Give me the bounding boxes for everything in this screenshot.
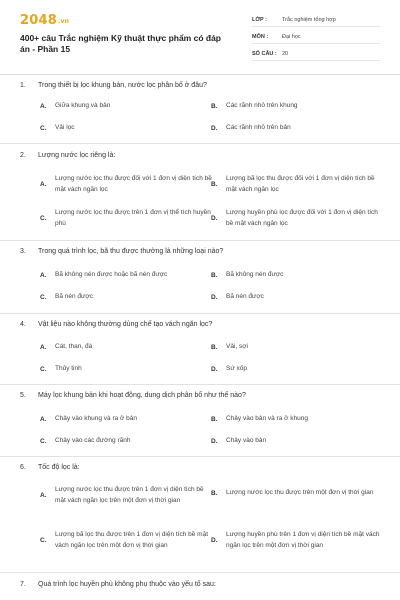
meta-row-class (252, 13, 380, 27)
answer-option[interactable]: B. Lượng nước lọc thu được trên một đơn vị thời gian (211, 489, 374, 497)
logo-main: 2048 (20, 13, 57, 28)
question-text: 3. Trong quá trình lọc, bã thu được thường là những loại nào? (20, 248, 224, 255)
meta-label: SỐ CÂU : (252, 50, 277, 57)
page-title: 400+ câu Trắc nghiệm Kỹ thuật thực phẩm có đáp án - Phần 15 (20, 33, 221, 54)
question-text: 4. Vật liệu nào không thường dùng chế tạo vách ngăn lọc? (20, 321, 213, 328)
answer-option[interactable]: C. Lượng nước lọc thu được trên 1 đơn vị thể tích huyền phù (40, 209, 211, 227)
question-text: 5. Máy lọc khung bản khi hoạt động, dung dịch phân bố như thế nào? (20, 392, 246, 399)
meta-info (252, 13, 380, 64)
answer-option[interactable]: C. Bã nén được (40, 293, 93, 301)
logo-tld: .vn (57, 18, 70, 25)
question-divider (0, 240, 400, 241)
answer-option[interactable]: B. Vải, sợi (211, 343, 248, 351)
answer-option[interactable]: B. Lượng bã lọc thu được đối với 1 đơn vị diện tích bề mặt vách ngăn lọc (211, 175, 375, 193)
answer-option[interactable]: A. Lượng nước lọc thu được đối với 1 đơn vị diện tích bề mặt vách ngăn lọc (40, 175, 212, 193)
meta-value: Trắc nghiệm tổng hợp (282, 16, 336, 23)
answer-option[interactable]: A. Giữa khung và bản (40, 102, 111, 110)
question-text: 7. Quá trình lọc huyền phù không phụ thuộc vào yếu tố sau: (20, 581, 216, 588)
meta-label: LỚP : (252, 16, 267, 23)
answer-option[interactable]: D. Lượng huyền phù trên 1 đơn vị diện tích bề mặt vách ngăn lọc trên một đơn vị thời gian (211, 531, 380, 549)
answer-option[interactable]: C. Lượng bã lọc thu được trên 1 đơn vị diện tích bề mặt vách ngăn lọc trên một đơn vị thời gian (40, 531, 209, 549)
question-text: 1. Trong thiết bị lọc khung bản, nước lọc phân bố ở đâu? (20, 82, 207, 89)
site-logo[interactable] (20, 13, 69, 28)
answer-option[interactable]: D. Chảy vào bản (211, 437, 267, 445)
question-divider (0, 143, 400, 144)
question-divider (0, 384, 400, 385)
answer-option[interactable]: D. Sứ xốp (211, 365, 247, 373)
answer-option[interactable]: D. Các rãnh nhỏ trên bản (211, 124, 291, 132)
question-divider (0, 572, 400, 573)
meta-label: MÔN : (252, 33, 269, 40)
answer-option[interactable]: B. Chảy vào bản và ra ở khung (211, 415, 308, 423)
question-text: 6. Tốc độ lọc là: (20, 464, 80, 471)
answer-option[interactable]: A. Chảy vào khung và ra ở bản (40, 415, 137, 423)
page-header (0, 0, 400, 70)
meta-value: 20 (282, 50, 289, 57)
answer-option[interactable]: C. Thủy tinh (40, 365, 82, 373)
answer-option[interactable]: A. Bã không nén được hoặc bã nén được (40, 271, 168, 279)
meta-row-subject (252, 30, 380, 44)
question-divider (0, 313, 400, 314)
answer-option[interactable]: A. Cát, than, đá (40, 343, 93, 351)
answer-option[interactable]: D. Bã nén được (211, 293, 264, 301)
answer-option[interactable]: A. Lượng nước lọc thu được trên 1 đơn vị diện tích bề mặt vách ngăn lọc trên một đơn vị thời gian (40, 486, 204, 504)
answer-option[interactable]: C. Chảy vào các đường rãnh (40, 437, 131, 445)
answer-option[interactable]: C. Vải lọc (40, 124, 75, 132)
meta-value: Đại học (282, 33, 301, 40)
meta-row-count (252, 47, 380, 61)
answer-option[interactable]: B. Các rãnh nhỏ trên khung (211, 102, 298, 110)
answer-option[interactable]: D. Lượng huyền phù lọc được đối với 1 đơn vị diện tích bề mặt vách ngăn lọc (211, 209, 378, 227)
answer-option[interactable]: B. Bã không nén được (211, 271, 284, 279)
question-text: 2. Lượng nước lọc riêng là: (20, 152, 116, 159)
question-divider (0, 456, 400, 457)
header-divider (0, 74, 400, 75)
